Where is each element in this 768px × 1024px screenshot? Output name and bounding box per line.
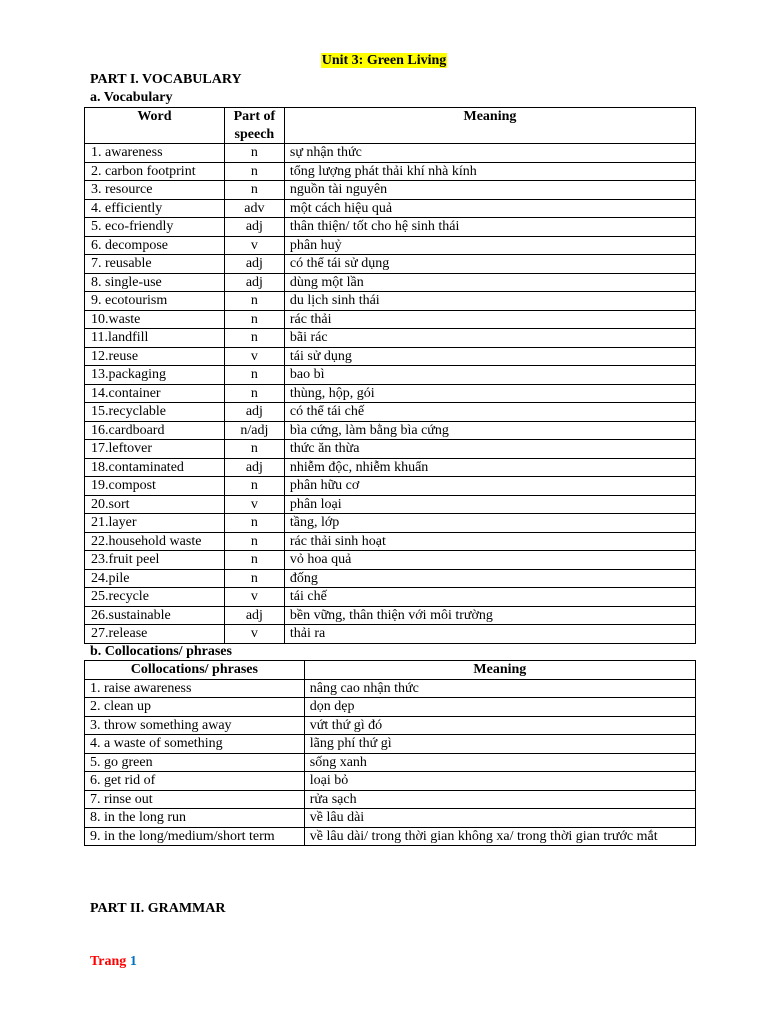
vocab-part-of-speech: n [224,292,284,311]
vocab-word: 6. decompose [85,236,225,255]
vocab-header-row [85,108,696,144]
colloc-meaning: nâng cao nhận thức [304,679,695,698]
unit-title-text: Unit 3: Green Living [321,53,447,68]
colloc-meaning: sống xanh [304,753,695,772]
colloc-phrase: 6. get rid of [85,772,305,791]
vocab-part-of-speech: v [224,236,284,255]
colloc-meaning: về lâu dài [304,809,695,828]
vocab-row [85,384,696,403]
vocab-part-of-speech: n [224,366,284,385]
vocab-word: 26.sustainable [85,606,225,625]
vocab-part-of-speech: n [224,329,284,348]
collocations-heading: b. Collocations/ phrases [90,644,232,659]
colloc-header-meaning: Meaning [304,661,695,680]
vocab-row [85,218,696,237]
vocab-row [85,273,696,292]
vocab-part-of-speech: adj [224,273,284,292]
vocab-part-of-speech: adv [224,199,284,218]
vocab-part-of-speech: n [224,551,284,570]
vocab-row [85,588,696,607]
vocab-part-of-speech: n [224,384,284,403]
vocab-meaning: có thể tái sử dụng [284,255,695,274]
vocab-row [85,366,696,385]
vocab-word: 19.compost [85,477,225,496]
vocab-meaning: thân thiện/ tốt cho hệ sinh thái [284,218,695,237]
colloc-header-row [85,661,696,680]
colloc-header-phrase: Collocations/ phrases [85,661,305,680]
vocab-row [85,292,696,311]
vocab-meaning: thức ăn thừa [284,440,695,459]
colloc-meaning: vứt thứ gì đó [304,716,695,735]
vocab-part-of-speech: adj [224,255,284,274]
colloc-meaning: loại bỏ [304,772,695,791]
vocab-row [85,532,696,551]
vocab-part-of-speech: adj [224,458,284,477]
vocab-meaning: thùng, hộp, gói [284,384,695,403]
vocab-row [85,477,696,496]
vocab-meaning: tái sử dụng [284,347,695,366]
vocab-part-of-speech: n [224,162,284,181]
vocab-word: 1. awareness [85,144,225,163]
vocab-meaning: tầng, lớp [284,514,695,533]
vocab-row [85,569,696,588]
vocab-row [85,329,696,348]
vocab-word: 20.sort [85,495,225,514]
page-footer [90,953,137,971]
vocab-row [85,495,696,514]
vocab-meaning: đống [284,569,695,588]
vocab-word: 7. reusable [85,255,225,274]
vocab-word: 9. ecotourism [85,292,225,311]
vocab-row [85,625,696,644]
vocab-row [85,199,696,218]
colloc-phrase: 1. raise awareness [85,679,305,698]
vocab-row [85,421,696,440]
collocations-table [84,660,696,846]
vocab-meaning: sự nhận thức [284,144,695,163]
colloc-row [85,772,696,791]
colloc-phrase: 5. go green [85,753,305,772]
vocab-part-of-speech: n [224,477,284,496]
vocab-part-of-speech: adj [224,606,284,625]
vocab-meaning: có thể tái chế [284,403,695,422]
vocab-word: 13.packaging [85,366,225,385]
vocab-row [85,181,696,200]
colloc-phrase: 4. a waste of something [85,735,305,754]
colloc-row [85,809,696,828]
vocab-meaning: nguồn tài nguyên [284,181,695,200]
colloc-phrase: 2. clean up [85,698,305,717]
vocab-word: 16.cardboard [85,421,225,440]
vocab-header-word: Word [85,108,225,144]
vocab-row [85,440,696,459]
vocab-meaning: phân hữu cơ [284,477,695,496]
colloc-meaning: về lâu dài/ trong thời gian không xa/ trong thời gian trước mắt [304,827,695,846]
vocab-row [85,144,696,163]
colloc-row [85,827,696,846]
vocab-header-meaning: Meaning [284,108,695,144]
part2-heading: PART II. GRAMMAR [90,901,226,916]
vocab-word: 22.household waste [85,532,225,551]
vocab-row [85,255,696,274]
colloc-meaning: rửa sạch [304,790,695,809]
colloc-row [85,790,696,809]
vocab-meaning: thải ra [284,625,695,644]
vocab-meaning: tổng lượng phát thải khí nhà kính [284,162,695,181]
vocab-part-of-speech: n [224,569,284,588]
vocab-word: 8. single-use [85,273,225,292]
vocab-part-of-speech: n [224,532,284,551]
vocab-word: 23.fruit peel [85,551,225,570]
vocab-row [85,310,696,329]
vocab-header-pos: Part of speech [224,108,284,144]
vocab-meaning: nhiễm độc, nhiễm khuẩn [284,458,695,477]
footer-page-number: 1 [129,954,137,969]
vocab-meaning: bìa cứng, làm bằng bìa cứng [284,421,695,440]
colloc-phrase: 7. rinse out [85,790,305,809]
vocab-word: 12.reuse [85,347,225,366]
vocab-word: 24.pile [85,569,225,588]
colloc-phrase: 3. throw something away [85,716,305,735]
colloc-row [85,753,696,772]
colloc-row [85,698,696,717]
vocab-word: 27.release [85,625,225,644]
vocab-row [85,458,696,477]
vocab-word: 14.container [85,384,225,403]
vocab-row [85,551,696,570]
colloc-meaning: dọn dẹp [304,698,695,717]
vocab-meaning: vỏ hoa quả [284,551,695,570]
vocab-word: 10.waste [85,310,225,329]
colloc-phrase: 8. in the long run [85,809,305,828]
vocab-row [85,514,696,533]
vocab-meaning: du lịch sinh thái [284,292,695,311]
vocab-word: 3. resource [85,181,225,200]
vocab-heading: a. Vocabulary [90,90,173,105]
vocab-meaning: dùng một lần [284,273,695,292]
vocab-row [85,606,696,625]
vocab-part-of-speech: n [224,310,284,329]
vocabulary-table [84,107,696,644]
colloc-row [85,679,696,698]
vocab-meaning: bãi rác [284,329,695,348]
vocab-meaning: tái chế [284,588,695,607]
vocab-meaning: phân huỷ [284,236,695,255]
colloc-meaning: lãng phí thứ gì [304,735,695,754]
vocab-meaning: rác thải [284,310,695,329]
vocab-part-of-speech: n [224,514,284,533]
vocab-part-of-speech: n [224,144,284,163]
vocab-row [85,347,696,366]
vocab-meaning: bền vững, thân thiện với môi trường [284,606,695,625]
vocab-meaning: rác thải sinh hoạt [284,532,695,551]
vocab-word: 5. eco-friendly [85,218,225,237]
vocab-row [85,236,696,255]
vocab-word: 21.layer [85,514,225,533]
colloc-row [85,735,696,754]
vocab-meaning: một cách hiệu quả [284,199,695,218]
vocab-word: 11.landfill [85,329,225,348]
vocab-word: 18.contaminated [85,458,225,477]
vocab-part-of-speech: n/adj [224,421,284,440]
vocab-part-of-speech: v [224,347,284,366]
colloc-row [85,716,696,735]
vocab-part-of-speech: adj [224,403,284,422]
vocab-part-of-speech: n [224,440,284,459]
vocab-part-of-speech: n [224,181,284,200]
vocab-row [85,162,696,181]
part1-heading: PART I. VOCABULARY [90,72,242,87]
unit-title [84,52,684,70]
colloc-phrase: 9. in the long/medium/short term [85,827,305,846]
vocab-meaning: bao bì [284,366,695,385]
vocab-word: 15.recyclable [85,403,225,422]
vocab-part-of-speech: v [224,625,284,644]
vocab-word: 25.recycle [85,588,225,607]
vocab-word: 2. carbon footprint [85,162,225,181]
vocab-meaning: phân loại [284,495,695,514]
vocab-part-of-speech: v [224,495,284,514]
footer-label: Trang [90,954,127,969]
vocab-part-of-speech: adj [224,218,284,237]
vocab-part-of-speech: v [224,588,284,607]
vocab-word: 4. efficiently [85,199,225,218]
vocab-row [85,403,696,422]
vocab-word: 17.leftover [85,440,225,459]
